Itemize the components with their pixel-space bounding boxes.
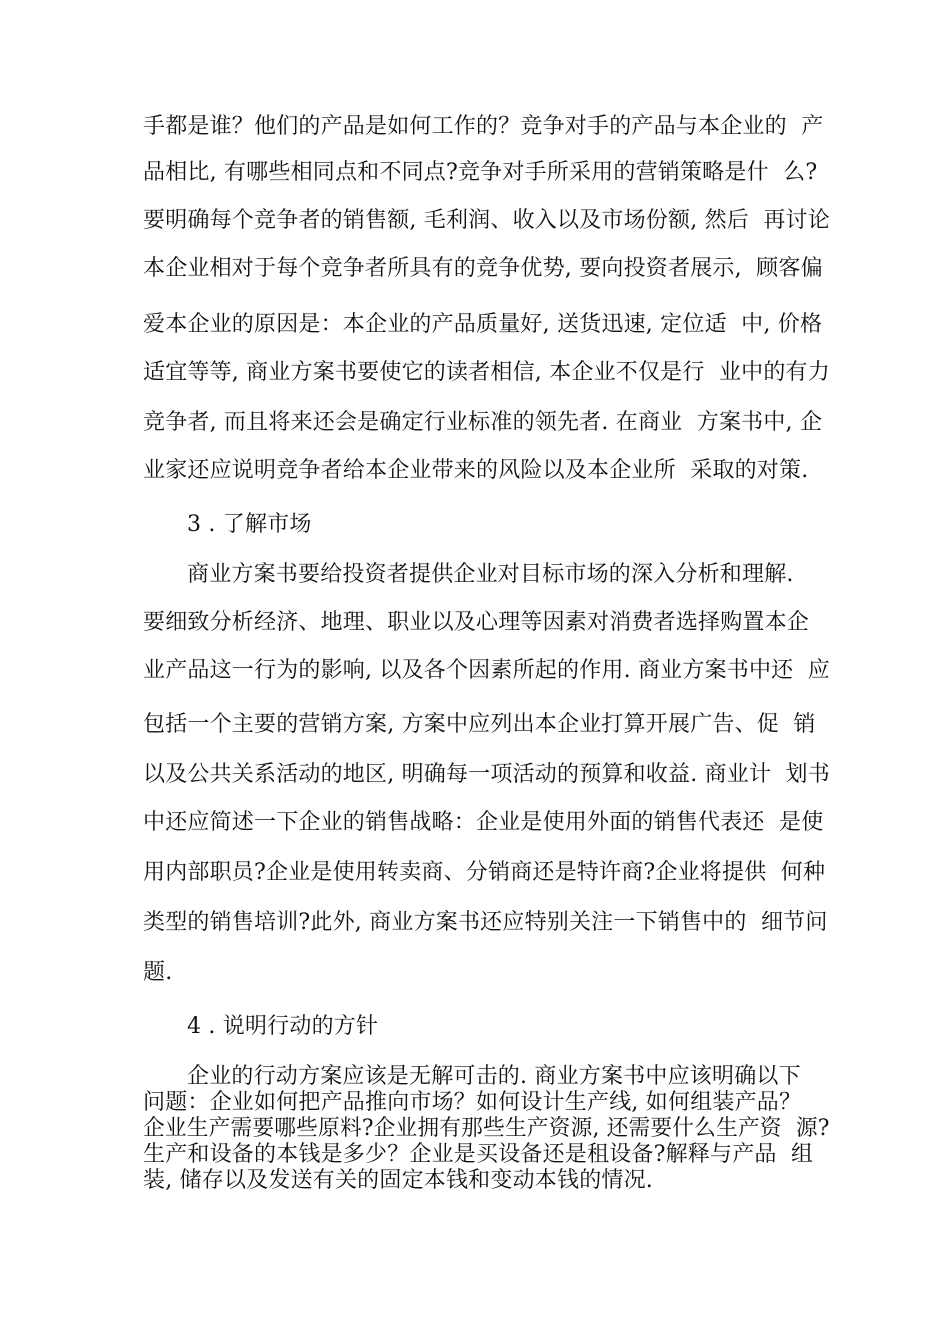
text-line: 企业的行动方案应该是无解可击的. 商业方案书中应该明确以下 xyxy=(187,1064,801,1089)
text-line: 业产品这一行为的影响, 以及各个因素所起的作用. 商业方案书中还 应 xyxy=(143,658,830,683)
text-line: 中还应简述一下企业的销售战略：企业是使用外面的销售代表还 是使 xyxy=(143,810,824,835)
text-line: 以及公共关系活动的地区, 明确每一项活动的预算和收益. 商业计 划书 xyxy=(143,762,830,787)
text-line: 商业方案书要给投资者提供企业对目标市场的深入分析和理解. xyxy=(187,562,794,587)
text-line: 业家还应说明竞争者给本企业带来的风险以及本企业所 采取的对策. xyxy=(143,458,809,483)
text-line: 题. xyxy=(143,960,173,985)
text-line: 生产和设备的本钱是多少？企业是买设备还是租设备?解释与产品 组 xyxy=(143,1142,814,1167)
text-line: 品相比, 有哪些相同点和不同点?竞争对手所采用的营销策略是什 么? xyxy=(143,160,818,185)
text-line: 适宜等等, 商业方案书要使它的读者相信, 本企业不仅是行 业中的有力 xyxy=(143,360,830,385)
text-line: 用内部职员?企业是使用转卖商、分销商还是特许商?企业将提供 何种 xyxy=(143,860,826,885)
text-line: 类型的销售培训?此外, 商业方案书还应特别关注一下销售中的 细节问 xyxy=(143,910,828,935)
text-line: 要细致分析经济、地理、职业以及心理等因素对消费者选择购置本企 xyxy=(143,610,810,635)
section-heading-understand-market: 3 . 了解市场 xyxy=(187,512,312,537)
text-line: 本企业相对于每个竞争者所具有的竞争优势, 要向投资者展示, 顾客偏 xyxy=(143,256,823,281)
text-line: 竞争者, 而且将来还会是确定行业标准的领先者. 在商业 方案书中, 企 xyxy=(143,410,823,435)
section-heading-action-policy: 4 . 说明行动的方针 xyxy=(187,1014,379,1039)
text-line: 爱本企业的原因是：本企业的产品质量好, 送货迅速, 定位适 中, 价格 xyxy=(143,312,823,337)
text-line: 要明确每个竞争者的销售额, 毛利润、收入以及市场份额, 然后 再讨论 xyxy=(143,208,830,233)
text-line: 装, 储存以及发送有关的固定本钱和变动本钱的情况. xyxy=(143,1168,653,1193)
text-line: 手都是谁？他们的产品是如何工作的？竞争对手的产品与本企业的 产 xyxy=(143,114,824,139)
text-line: 企业生产需要哪些原料?企业拥有那些生产资源, 还需要什么生产资 源? xyxy=(143,1116,830,1141)
text-line: 包括一个主要的营销方案, 方案中应列出本企业打算开展广告、促 销 xyxy=(143,712,816,737)
text-line: 问题：企业如何把产品推向市场？如何设计生产线, 如何组装产品？ xyxy=(143,1090,802,1115)
